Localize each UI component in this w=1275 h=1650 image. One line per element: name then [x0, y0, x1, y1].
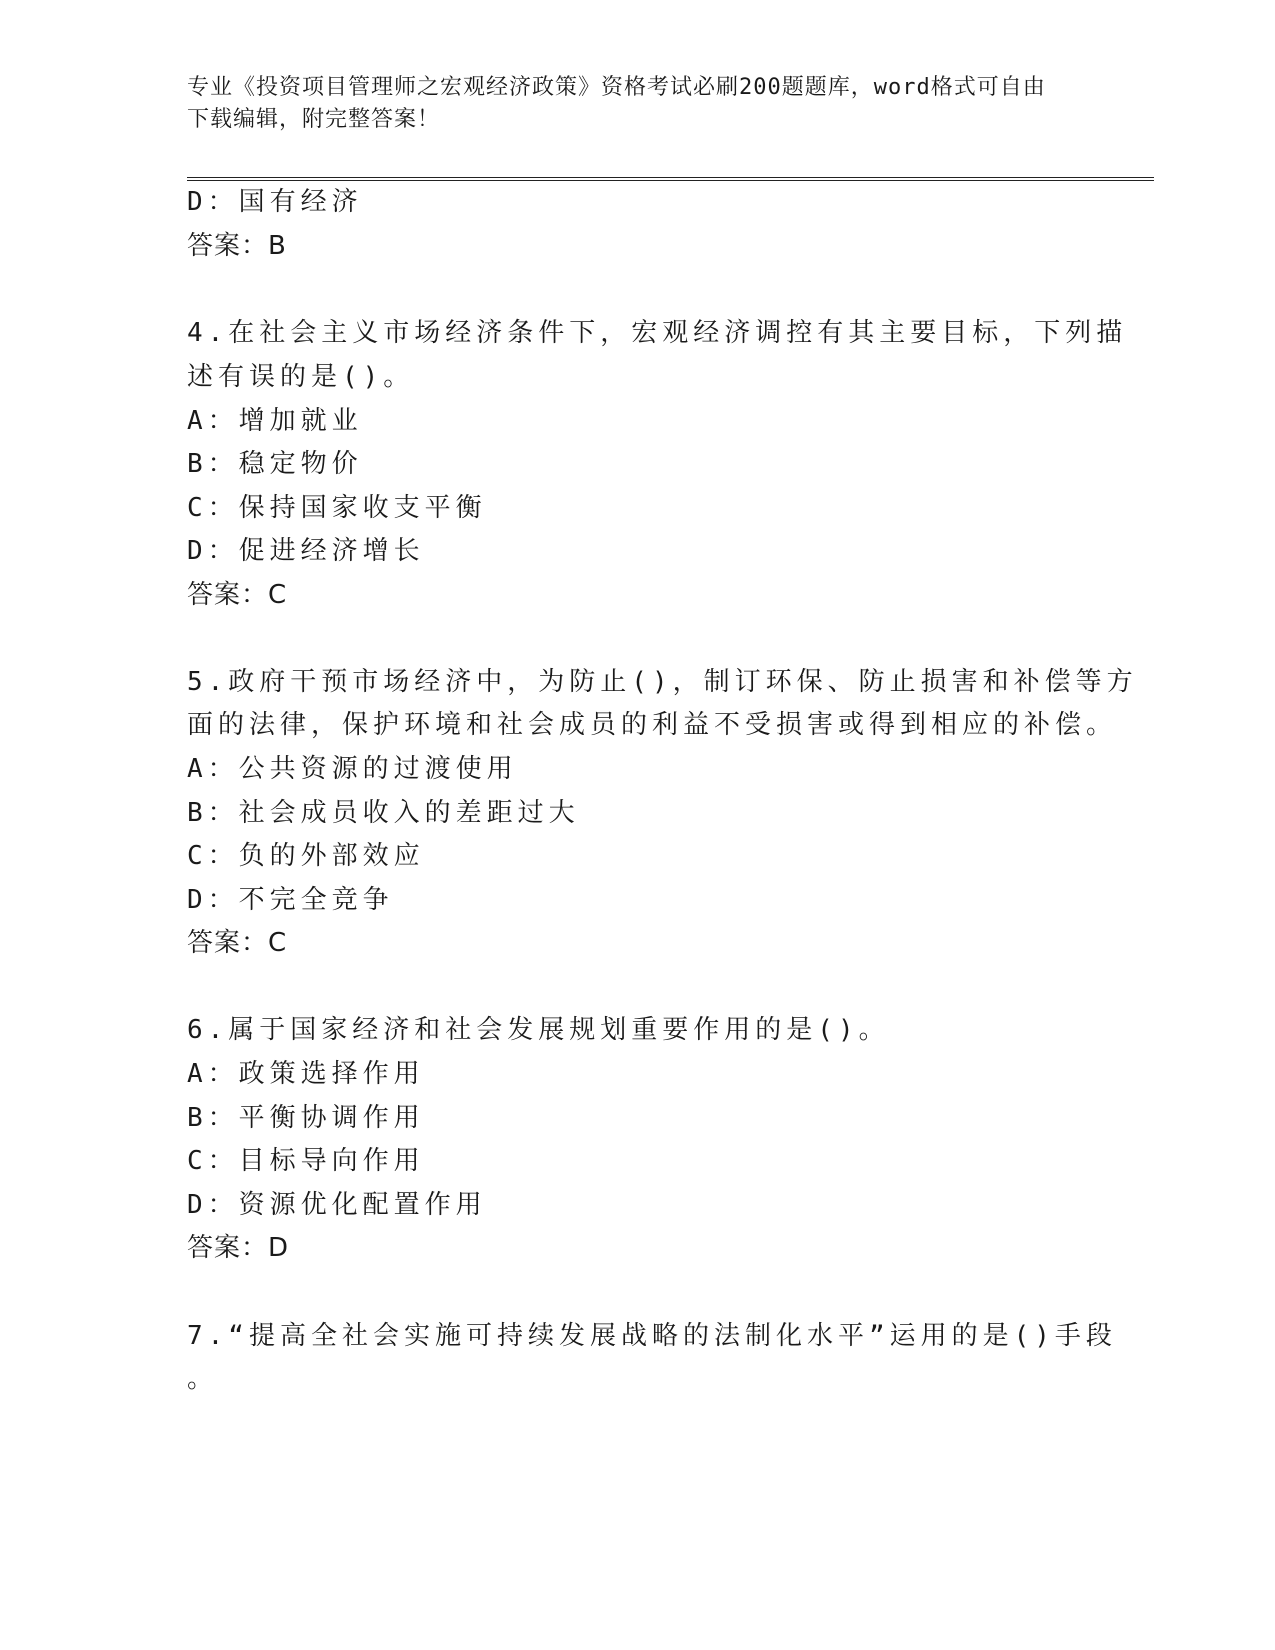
q7-stem-line2: 。 — [187, 1364, 219, 1394]
q4-stem-line2: 述有误的是()。 — [187, 362, 415, 392]
q3-option-d: D：国有经济 — [187, 187, 363, 217]
q5-option-a: A：公共资源的过渡使用 — [187, 754, 518, 784]
document-header-title: 专业《投资项目管理师之宏观经济政策》资格考试必刷200题题库，word格式可自由下载编辑，附完整答案！ — [187, 75, 1046, 132]
q5-option-b: B：社会成员收入的差距过大 — [187, 798, 580, 828]
q4-option-d: D：促进经济增长 — [187, 536, 425, 566]
q5-answer: 答案：C — [187, 928, 288, 958]
q4-answer: 答案：C — [187, 580, 288, 610]
q5-stem-line2: 面的法律，保护环境和社会成员的利益不受损害或得到相应的补偿。 — [187, 710, 1118, 740]
q5-option-d: D：不完全竞争 — [187, 885, 394, 915]
q3-answer: 答案：B — [187, 231, 287, 261]
q5-option-c: C：负的外部效应 — [187, 841, 425, 871]
q5-stem-line1: 5.政府干预市场经济中，为防止()，制订环保、防止损害和补偿等方 — [187, 667, 1138, 697]
q6-option-b: B：平衡协调作用 — [187, 1103, 425, 1133]
q6-answer: 答案：D — [187, 1233, 290, 1263]
q7-stem-line1: 7.“提高全社会实施可持续发展战略的法制化水平”运用的是()手段 — [187, 1321, 1117, 1351]
q4-stem-line1: 4.在社会主义市场经济条件下，宏观经济调控有其主要目标，下列描 — [187, 318, 1128, 348]
q6-option-c: C：目标导向作用 — [187, 1146, 425, 1176]
q4-option-c: C：保持国家收支平衡 — [187, 493, 487, 523]
q6-option-a: A：政策选择作用 — [187, 1059, 425, 1089]
q4-option-a: A：增加就业 — [187, 406, 363, 436]
q4-option-b: B：稳定物价 — [187, 449, 363, 479]
q6-stem-line1: 6.属于国家经济和社会发展规划重要作用的是()。 — [187, 1015, 890, 1045]
header-divider — [187, 177, 1154, 181]
q6-option-d: D：资源优化配置作用 — [187, 1190, 487, 1220]
